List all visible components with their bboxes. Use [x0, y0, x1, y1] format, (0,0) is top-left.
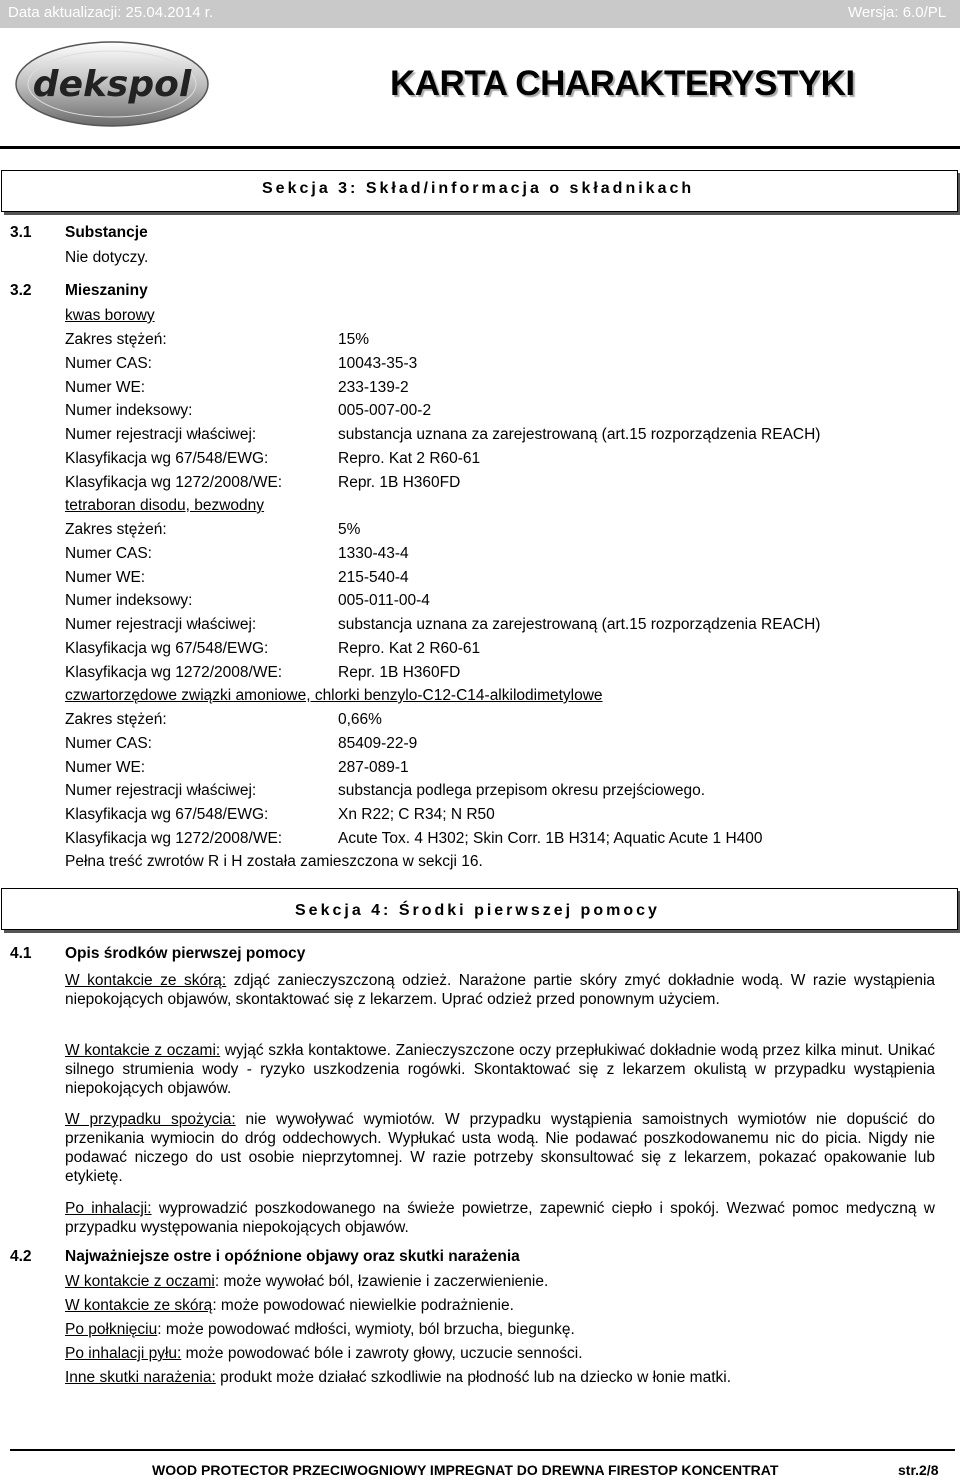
header-divider: [0, 146, 960, 149]
subsection-4-1-title: Opis środków pierwszej pomocy: [65, 945, 306, 962]
component-name: kwas borowy: [65, 307, 155, 324]
subsection-3-2-number: 3.2: [10, 282, 32, 299]
svg-text:dekspol: dekspol: [32, 64, 192, 105]
first-aid-skin: W kontakcie ze skórą: zdjąć zanieczyszczoną odzież. Narażone partie skóry zmyć dokładnie wodą. W razie wystąpienia niepokojących objawów, skontaktować się z lekarzem. Uprać odzież przed ponownym użyciem.: [65, 972, 936, 1008]
component-row: Numer CAS: 10043-35-3: [65, 355, 418, 372]
component-row: Numer CAS: 1330-43-4: [65, 545, 409, 562]
component-row: Numer WE: 287-089-1: [65, 759, 409, 776]
first-aid-ingestion: W przypadku spożycia: nie wywoływać wymiotów. W przypadku wystąpienia samoistnych wymiotów nie dopuścić do przenikania wymiocin do dróg oddechowych. Wypłukać usta wodą. Nie podawać poszkodowanemu nic do picia. Nigdy nie podawać niczego do ust osobie nieprzytomnej. W razie potrzeby skonsultować się z lekarzem, pokazać opakowanie lub etykietę.: [65, 1111, 935, 1185]
effect-skin: W kontakcie ze skórą: może powodować niewielkie podrażnienie.: [65, 1297, 514, 1314]
subsection-3-1-text: Nie dotyczy.: [65, 249, 149, 266]
component-row: Numer CAS: 85409-22-9: [65, 735, 418, 752]
subsection-4-2-number: 4.2: [10, 1248, 32, 1265]
component-row: Zakres stężeń: 15%: [65, 331, 370, 348]
effect-eyes: W kontakcie z oczami: może wywołać ból, łzawienie i zaczerwienienie.: [65, 1273, 549, 1290]
component-row: Klasyfikacja wg 67/548/EWG: Xn R22; C R34; N R50: [65, 806, 495, 823]
component-row: Zakres stężeń: 5%: [65, 521, 361, 538]
effect-ingestion: Po połknięciu: może powodować mdłości, wymioty, ból brzucha, biegunkę.: [65, 1321, 575, 1338]
update-date: Data aktualizacji: 25.04.2014 r.: [8, 4, 214, 21]
component-row: Klasyfikacja wg 1272/2008/WE: Repr. 1B H360FD: [65, 664, 461, 681]
component-row: Klasyfikacja wg 67/548/EWG: Repro. Kat 2 R60-61: [65, 640, 481, 657]
subsection-3-2-title: Mieszaniny: [65, 282, 148, 299]
subsection-3-1-number: 3.1: [10, 224, 32, 241]
subsection-4-1-number: 4.1: [10, 945, 32, 962]
page-number: str.2/8: [898, 1462, 939, 1478]
component-row: Numer indeksowy: 005-011-00-4: [65, 592, 430, 609]
component-row: Klasyfikacja wg 1272/2008/WE: Repr. 1B H360FD: [65, 474, 461, 491]
dekspol-logo: [12, 36, 212, 130]
footer-divider: [10, 1449, 955, 1451]
component-name: czwartorzędowe związki amoniowe, chlorki benzylo-C12-C14-alkilodimetylowe: [65, 687, 603, 704]
component-row: Numer rejestracji właściwej: substancja uznana za zarejestrowaną (art.15 rozporządzenia REACH): [65, 426, 821, 443]
first-aid-eyes: W kontakcie z oczami: wyjąć szkła kontaktowe. Zanieczyszczone oczy przepłukiwać dokładnie wodą przez kilka minut. Unikać silnego strumienia wody - ryzyko uszkodzenia rogówki. Skontaktować się z lekarzem okulistą w przypadku wystąpienia niepokojących objawów.: [65, 1042, 935, 1097]
document-title: KARTA CHARAKTERYSTYKI: [390, 64, 855, 103]
footer-product: WOOD PROTECTOR PRZECIWOGNIOWY IMPREGNAT DO DREWNA FIRESTOP KONCENTRAT: [152, 1462, 779, 1478]
component-row: Numer WE: 233-139-2: [65, 379, 409, 396]
component-row: Numer WE: 215-540-4: [65, 569, 409, 586]
component-row: Numer rejestracji właściwej: substancja podlega przepisom okresu przejściowego.: [65, 782, 706, 799]
component-row: Klasyfikacja wg 1272/2008/WE: Acute Tox. 4 H302; Skin Corr. 1B H314; Aquatic Acute 1 H400: [65, 830, 763, 847]
component-row: Klasyfikacja wg 67/548/EWG: Repro. Kat 2 R60-61: [65, 450, 481, 467]
component-row: Numer indeksowy: 005-007-00-2: [65, 402, 432, 419]
section-4-title: Sekcja 4: Środki pierwszej pomocy: [295, 902, 660, 919]
first-aid-inhalation: Po inhalacji: wyprowadzić poszkodowanego na świeże powietrze, zapewnić ciepło i spokój. Wezwać pomoc medyczną w przypadku występowania niepokojących objawów.: [65, 1200, 935, 1236]
top-bar: [0, 0, 960, 28]
component-row: Numer rejestracji właściwej: substancja uznana za zarejestrowaną (art.15 rozporządzenia REACH): [65, 616, 821, 633]
version: Wersja: 6.0/PL: [848, 4, 947, 21]
subsection-4-2-title: Najważniejsze ostre i opóźnione objawy oraz skutki narażenia: [65, 1248, 520, 1265]
effect-other: Inne skutki narażenia: produkt może działać szkodliwie na płodność lub na dziecko w łonie matki.: [65, 1369, 732, 1386]
r-h-note: Pełna treść zwrotów R i H została zamieszczona w sekcji 16.: [65, 853, 483, 870]
subsection-3-1-title: Substancje: [65, 224, 148, 241]
effect-inhalation: Po inhalacji pyłu: może powodować bóle i zawroty głowy, uczucie senności.: [65, 1345, 583, 1362]
component-name: tetraboran disodu, bezwodny: [65, 497, 265, 514]
component-row: Zakres stężeń: 0,66%: [65, 711, 382, 728]
section-3-title: Sekcja 3: Skład/informacja o składnikach: [262, 180, 695, 197]
